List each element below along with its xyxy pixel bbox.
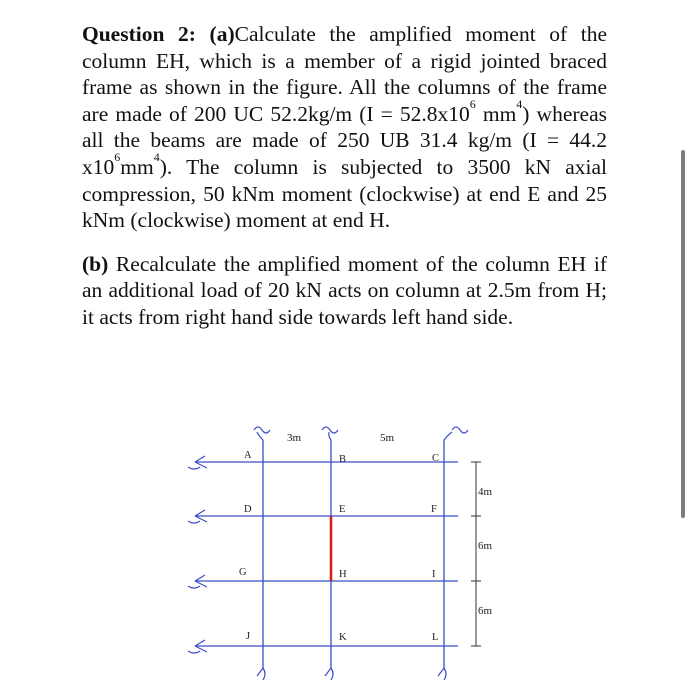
top-tick-a [257, 432, 263, 440]
exp-4: 4 [153, 149, 160, 164]
span-label-bc: 5m [380, 432, 395, 444]
node-d: D [244, 504, 252, 515]
part-a-text-5: ). The column is subjected to 3500 kN axial compression, 50 kNm moment (clockwise) at end E and 25 kNm (clockwise) moment at end H. [82, 154, 607, 233]
node-k: K [339, 632, 347, 643]
question-title: Question 2: [82, 22, 196, 46]
bottom-end-l [438, 668, 446, 680]
height-label-2: 6m [478, 540, 493, 552]
part-a-text-2: mm [475, 101, 517, 126]
node-c: C [432, 453, 440, 464]
node-a: A [244, 450, 252, 461]
node-b: B [339, 454, 347, 465]
exp-3: 6 [114, 149, 121, 164]
part-b-label: (b) [82, 251, 109, 276]
exp-2: 4 [516, 96, 523, 111]
node-g: G [239, 567, 247, 578]
node-e: E [339, 504, 346, 515]
top-squiggle-c [452, 427, 468, 433]
node-j: J [246, 631, 251, 642]
part-a-label: (a) [209, 22, 235, 46]
part-a-text-4: mm [120, 154, 154, 179]
part-a-text-1: Calculate the amplified moment of the column EH, which is a member of a rigid jointed braced frame as shown in the figure. All the columns of the frame are made of 200 UC 52.2kg/m (I = 52.8x10 [82, 22, 608, 126]
height-label-1: 4m [478, 486, 493, 498]
top-tick-b [329, 432, 331, 440]
part-b-text: Recalculate the amplified moment of the column EH if an additional load of 20 kN acts on column at 2.5m from H; it acts from right hand side towards left hand side. [82, 251, 607, 329]
node-i: I [432, 569, 436, 580]
part-a-text-3: ) whereas all the beams are made of 250 UB 31.4 kg/m (I = 44.2 x10 [82, 101, 607, 179]
node-f: F [431, 504, 437, 515]
exp-1: 6 [469, 96, 476, 111]
top-tick-c [444, 432, 452, 440]
node-h: H [339, 569, 347, 580]
left-ends [188, 456, 207, 653]
span-label-ab: 3m [287, 432, 302, 444]
bottom-ends [257, 668, 446, 680]
top-squiggle-b [322, 427, 338, 433]
top-squiggle-a [254, 427, 270, 433]
bottom-end-j [257, 668, 265, 680]
node-l: L [432, 632, 439, 643]
bottom-end-k [325, 668, 333, 680]
frame-members [195, 440, 458, 668]
height-label-3: 6m [478, 605, 493, 617]
